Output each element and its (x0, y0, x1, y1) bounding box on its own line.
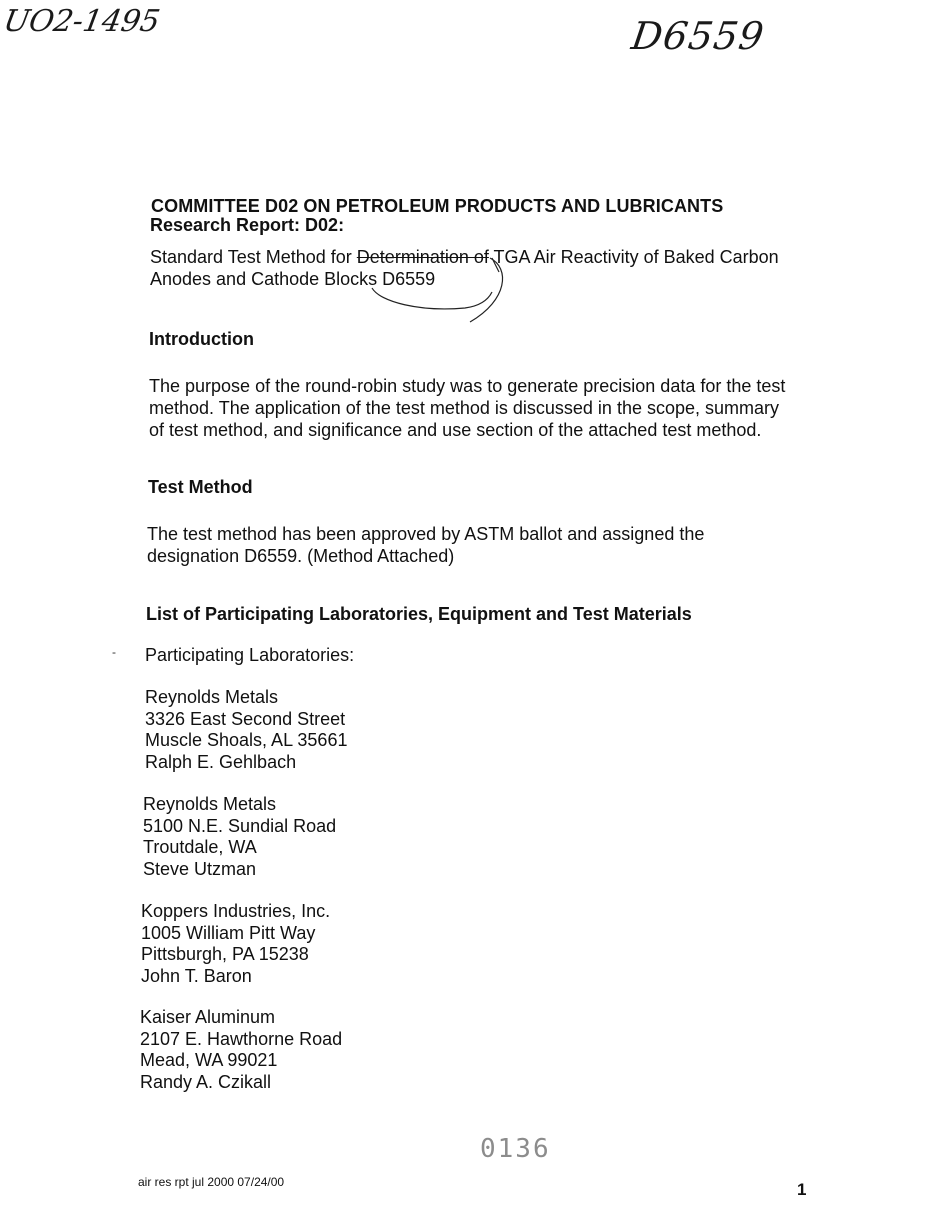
title-line-2: Anodes and Cathode Blocks D6559 (150, 269, 436, 289)
introduction-paragraph (149, 375, 819, 441)
footer-file-reference: air res rpt jul 2000 07/24/00 (138, 1175, 285, 1189)
test-method-line-1: The test method has been approved by ASTM ballot and assigned the (147, 524, 705, 544)
lab-entry-4 (140, 1007, 342, 1093)
introduction-heading: Introduction (149, 329, 254, 349)
lab-3-name: Koppers Industries, Inc. (141, 901, 331, 921)
handwritten-document-number: UO2-1495 (0, 4, 163, 39)
test-method-line-2: designation D6559. (Method Attached) (147, 546, 455, 566)
lab-4-street: 2107 E. Hawthorne Road (140, 1028, 343, 1049)
lab-1-city: Muscle Shoals, AL 35661 (145, 730, 348, 750)
lab-4-name: Kaiser Aluminum (140, 1007, 276, 1027)
lab-entry-3 (141, 901, 330, 987)
lab-entry-1 (145, 687, 347, 773)
title-part-1: Standard Test Method for (150, 247, 357, 267)
title-line-1 (150, 246, 820, 268)
lab-3-city: Pittsburgh, PA 15238 (141, 944, 309, 964)
test-method-paragraph (147, 523, 817, 567)
lab-3-contact: John T. Baron (141, 965, 252, 986)
title-struck-text: Determination of (356, 247, 489, 267)
committee-heading: COMMITTEE D02 ON PETROLEUM PRODUCTS AND LUBRICANTS (151, 196, 724, 216)
stray-mark: - (112, 645, 116, 659)
lab-2-street: 5100 N.E. Sundial Road (143, 815, 337, 836)
research-report-heading: Research Report: D02: (150, 215, 345, 235)
lab-2-city: Troutdale, WA (143, 837, 257, 857)
lab-3-street: 1005 William Pitt Way (141, 922, 316, 943)
lab-4-city: Mead, WA 99021 (140, 1050, 278, 1070)
handwritten-designation: D6559 (628, 14, 768, 58)
lab-entry-2 (143, 794, 336, 880)
lab-4-contact: Randy A. Czikall (140, 1071, 272, 1092)
page-stamp-number: 0136 (480, 1134, 551, 1164)
document-title (150, 246, 820, 290)
lab-2-contact: Steve Utzman (143, 858, 257, 879)
underline-loop-mark (372, 288, 492, 309)
participants-heading: List of Participating Laboratories, Equipment and Test Materials (146, 604, 692, 624)
introduction-line-2: method. The application of the test method is discussed in the scope, summary (149, 398, 779, 418)
introduction-line-3: of test method, and significance and use section of the attached test method. (149, 420, 762, 440)
lab-1-contact: Ralph E. Gehlbach (145, 751, 297, 772)
participating-laboratories-label: Participating Laboratories: (145, 645, 355, 665)
test-method-heading: Test Method (148, 477, 253, 497)
lab-1-name: Reynolds Metals (145, 687, 279, 707)
lab-1-street: 3326 East Second Street (145, 708, 346, 729)
page-number: 1 (797, 1180, 807, 1199)
lab-2-name: Reynolds Metals (143, 794, 277, 814)
title-part-2: TGA Air Reactivity of Baked Carbon (488, 247, 779, 267)
introduction-line-1: The purpose of the round-robin study was to generate precision data for the test (149, 376, 786, 396)
